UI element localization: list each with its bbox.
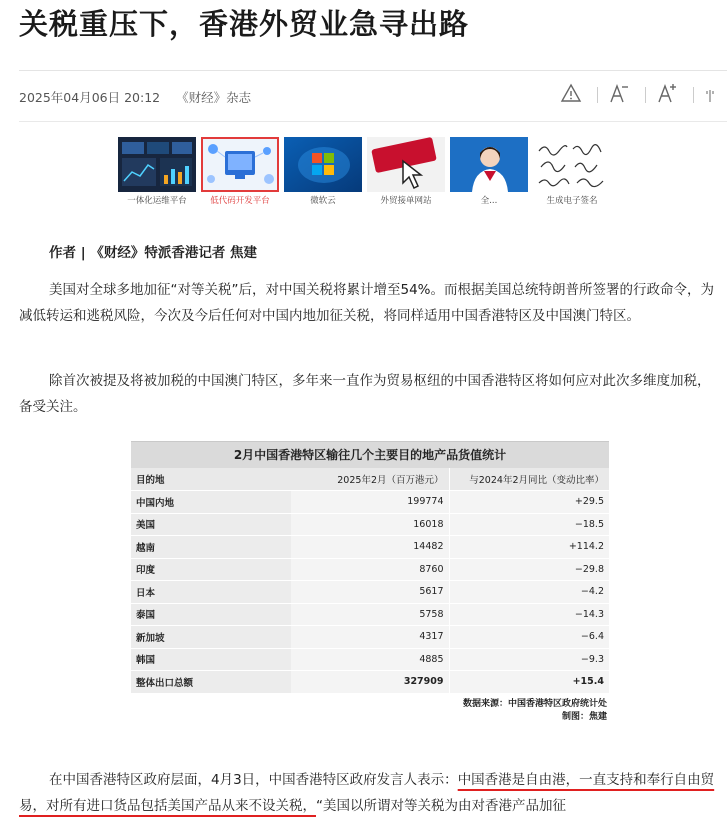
cell-destination: 美国 [131, 513, 291, 536]
cell-destination: 中国内地 [131, 491, 291, 514]
ad-item[interactable] [118, 137, 196, 206]
paragraph-1: 美国对全球多地加征“对等关税”后，对中国关税将累计增至54%。而根据美国总统特朗普所签署的行政命令，为减低转运和逃税风险，今次及今后任何对中国内地加征关税，将同样适用中国香港特区及中国澳门特区。 [19, 282, 714, 324]
cell-change: −9.3 [449, 648, 609, 671]
export-stats-table-image [131, 441, 609, 724]
meta-divider [19, 121, 727, 122]
publication-source[interactable]: 《财经》杂志 [176, 90, 252, 105]
cell-destination: 日本 [131, 581, 291, 604]
paragraph-3 [19, 767, 719, 819]
more-tool-button[interactable] [704, 82, 716, 108]
cell-change: −4.2 [449, 581, 609, 604]
ad-item[interactable] [533, 137, 611, 206]
cell-value: 5617 [291, 581, 449, 604]
header-change: 与2024年2月同比（变动比率） [449, 468, 609, 491]
ad-caption: 低代码开发平台 [210, 196, 270, 206]
highlighted-quote: 中国香港是自由港，一直支持和奉行自由贸易，对所有进口货品包括美国产品从来不设关税， [19, 772, 715, 814]
font-increase-icon [656, 82, 678, 104]
cell-destination: 越南 [131, 536, 291, 559]
article-byline: 作者 | 《财经》特派香港记者 焦建 [49, 245, 258, 261]
table-total-row [131, 671, 609, 694]
ad-caption: 微软云 [310, 196, 336, 206]
cell-destination: 整体出口总额 [131, 671, 291, 694]
table-row [131, 603, 609, 626]
ad-item[interactable] [284, 137, 362, 206]
cell-value: 8760 [291, 558, 449, 581]
service-agent-thumbnail-icon [450, 137, 528, 192]
click-hand-thumbnail-icon [367, 137, 445, 192]
cell-destination: 韩国 [131, 648, 291, 671]
ad-caption: 全... [480, 196, 498, 206]
windows-thumbnail-icon [284, 137, 362, 192]
ad-caption: 外贸接单网站 [380, 196, 432, 206]
table-row [131, 513, 609, 536]
cell-value: 14482 [291, 536, 449, 559]
table-chart-credit: 制图：焦建 [561, 711, 607, 722]
cell-destination: 泰国 [131, 603, 291, 626]
table-title: 2月中国香港特区输往几个主要目的地产品货值统计 [131, 441, 609, 468]
signature-thumbnail-icon [533, 137, 611, 192]
cell-change: +114.2 [449, 536, 609, 559]
paragraph-3-tail: “美国以所谓对等关税为由对香港产品加征 [316, 798, 566, 814]
table-row [131, 558, 609, 581]
table-row [131, 581, 609, 604]
ad-caption: 生成电子签名 [546, 196, 598, 206]
table-data-source: 数据来源：中国香港特区政府统计处 [462, 698, 607, 709]
font-decrease-icon [608, 82, 630, 104]
font-decrease-button[interactable] [608, 82, 634, 108]
article-meta [19, 88, 263, 106]
font-increase-button[interactable] [656, 82, 682, 108]
cell-destination: 新加坡 [131, 626, 291, 649]
header-value: 2025年2月（百万港元） [291, 468, 449, 491]
cell-change: −18.5 [449, 513, 609, 536]
table-row [131, 536, 609, 559]
table-row [131, 648, 609, 671]
ad-item[interactable] [450, 137, 528, 206]
cell-change: −6.4 [449, 626, 609, 649]
table-row [131, 626, 609, 649]
toolbar-divider [693, 87, 694, 103]
hand-icon [704, 82, 716, 104]
cell-change: +15.4 [449, 671, 609, 694]
article-title: 关税重压下，香港外贸业急寻出路 [19, 7, 470, 41]
paragraph-2: 除首次被提及将被加税的中国澳门特区，多年来一直作为贸易枢纽的中国香港特区将如何应对此次多维度加税，备受关注。 [19, 373, 711, 415]
title-divider [19, 70, 727, 71]
cell-value: 199774 [291, 491, 449, 514]
cell-destination: 印度 [131, 558, 291, 581]
cell-value: 4317 [291, 626, 449, 649]
cell-change: −29.8 [449, 558, 609, 581]
dashboard-thumbnail-icon [118, 137, 196, 192]
warning-triangle-icon [560, 82, 582, 104]
report-button[interactable] [560, 82, 586, 108]
ad-item[interactable] [367, 137, 445, 206]
lowcode-thumbnail-icon [201, 137, 279, 192]
ad-caption: 一体化运维平台 [127, 196, 187, 206]
table-header-row [131, 468, 609, 491]
article-toolbar [560, 82, 716, 108]
export-stats-table [131, 468, 609, 694]
ad-item[interactable] [201, 137, 279, 206]
table-source [131, 698, 609, 724]
header-destination: 目的地 [131, 468, 291, 491]
cell-change: −14.3 [449, 603, 609, 626]
ad-strip [118, 137, 616, 206]
cell-value: 327909 [291, 671, 449, 694]
table-row [131, 491, 609, 514]
toolbar-divider [597, 87, 598, 103]
cell-value: 16018 [291, 513, 449, 536]
cell-value: 5758 [291, 603, 449, 626]
cell-value: 4885 [291, 648, 449, 671]
toolbar-divider [645, 87, 646, 103]
publish-date: 2025年04月06日 20:12 [19, 90, 161, 105]
paragraph-3-lead: 在中国香港特区政府层面，4月3日，中国香港特区政府发言人表示： [49, 772, 458, 788]
cell-change: +29.5 [449, 491, 609, 514]
